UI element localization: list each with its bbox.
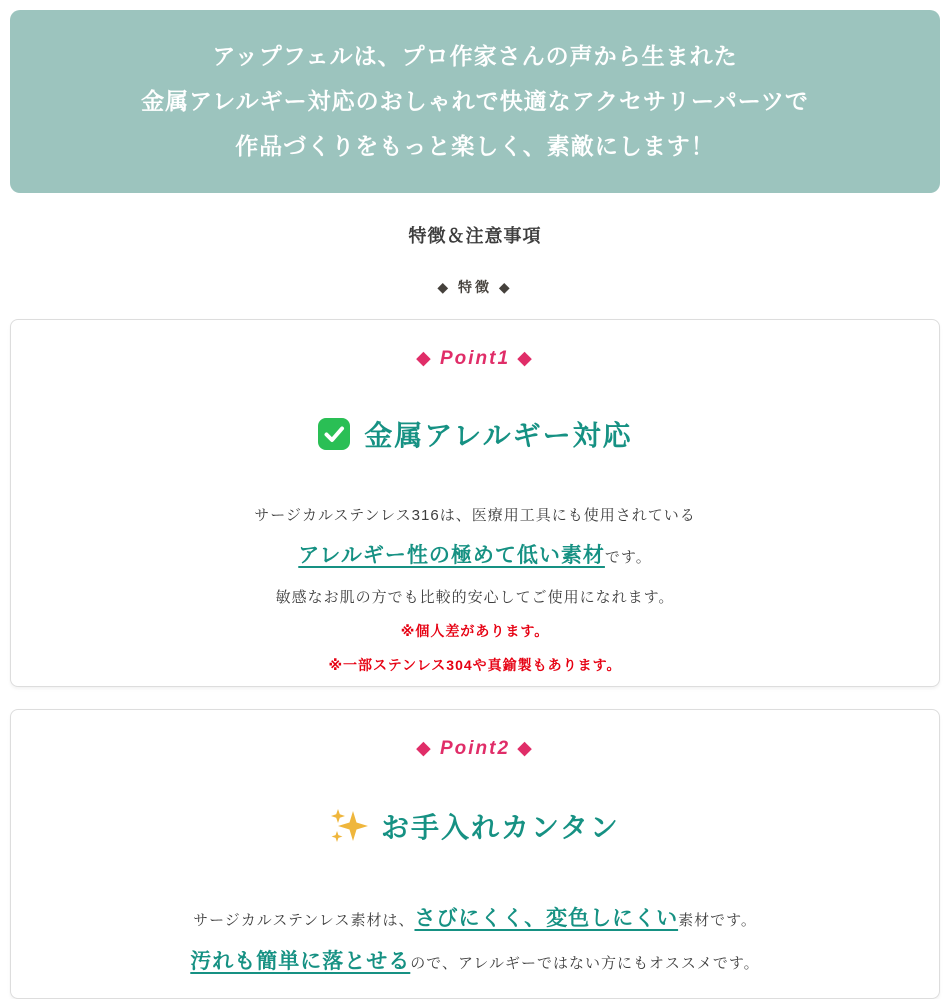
point2-line1-suffix: 素材です。 bbox=[678, 912, 757, 930]
section-subtitle: ◆ 特徴 ◆ bbox=[437, 279, 513, 296]
point1-title: 金属アレルギー対応 bbox=[364, 420, 633, 452]
point1-text-line2 bbox=[31, 539, 919, 569]
feature-card-point2 bbox=[10, 709, 940, 999]
point2-line1-prefix: サージカルステンレス素材は、 bbox=[193, 912, 415, 930]
point1-title-row bbox=[31, 414, 919, 454]
point1-emphasis: アレルギー性の極めて低い素材 bbox=[298, 544, 605, 568]
point2-line2-emphasis: 汚れも簡単に落とせる bbox=[190, 950, 411, 974]
point2-line1-emphasis: さびにくく、変色しにくい bbox=[414, 907, 679, 931]
check-icon bbox=[317, 417, 351, 451]
point2-text-line1 bbox=[31, 902, 919, 932]
feature-card-point1 bbox=[10, 319, 940, 687]
point1-note-1: ※個人差があります。 bbox=[400, 623, 550, 640]
hero-line-1: アップフェルは、プロ作家さんの声から生まれた bbox=[212, 43, 738, 69]
section-title: 特徴＆注意事項 bbox=[408, 226, 542, 247]
point1-text-line3: 敏感なお肌の方でも比較的安心してご使用になれます。 bbox=[275, 589, 675, 607]
point1-label: ◆ Point1 ◆ bbox=[416, 348, 534, 370]
point2-title-row bbox=[31, 806, 919, 846]
hero-line-2: 金属アレルギー対応のおしゃれで快適なアクセサリーパーツで bbox=[141, 88, 809, 115]
point1-text-line1: サージカルステンレス316は、医療用工具にも使用されている bbox=[254, 507, 696, 525]
hero-line-3: 作品づくりをもっと楽しく、素敵にします！ bbox=[235, 133, 715, 160]
point1-note-2: ※一部ステンレス304や真鍮製もあります。 bbox=[328, 657, 622, 674]
point2-line2-suffix: ので、アレルギーではない方にもオススメです。 bbox=[410, 955, 760, 973]
point2-label: ◆ Point2 ◆ bbox=[416, 738, 534, 760]
point1-emphasis-suffix: です。 bbox=[604, 549, 652, 567]
point2-title: お手入れカンタン bbox=[381, 812, 620, 844]
hero-banner bbox=[10, 10, 940, 193]
sparkles-icon bbox=[330, 807, 368, 845]
